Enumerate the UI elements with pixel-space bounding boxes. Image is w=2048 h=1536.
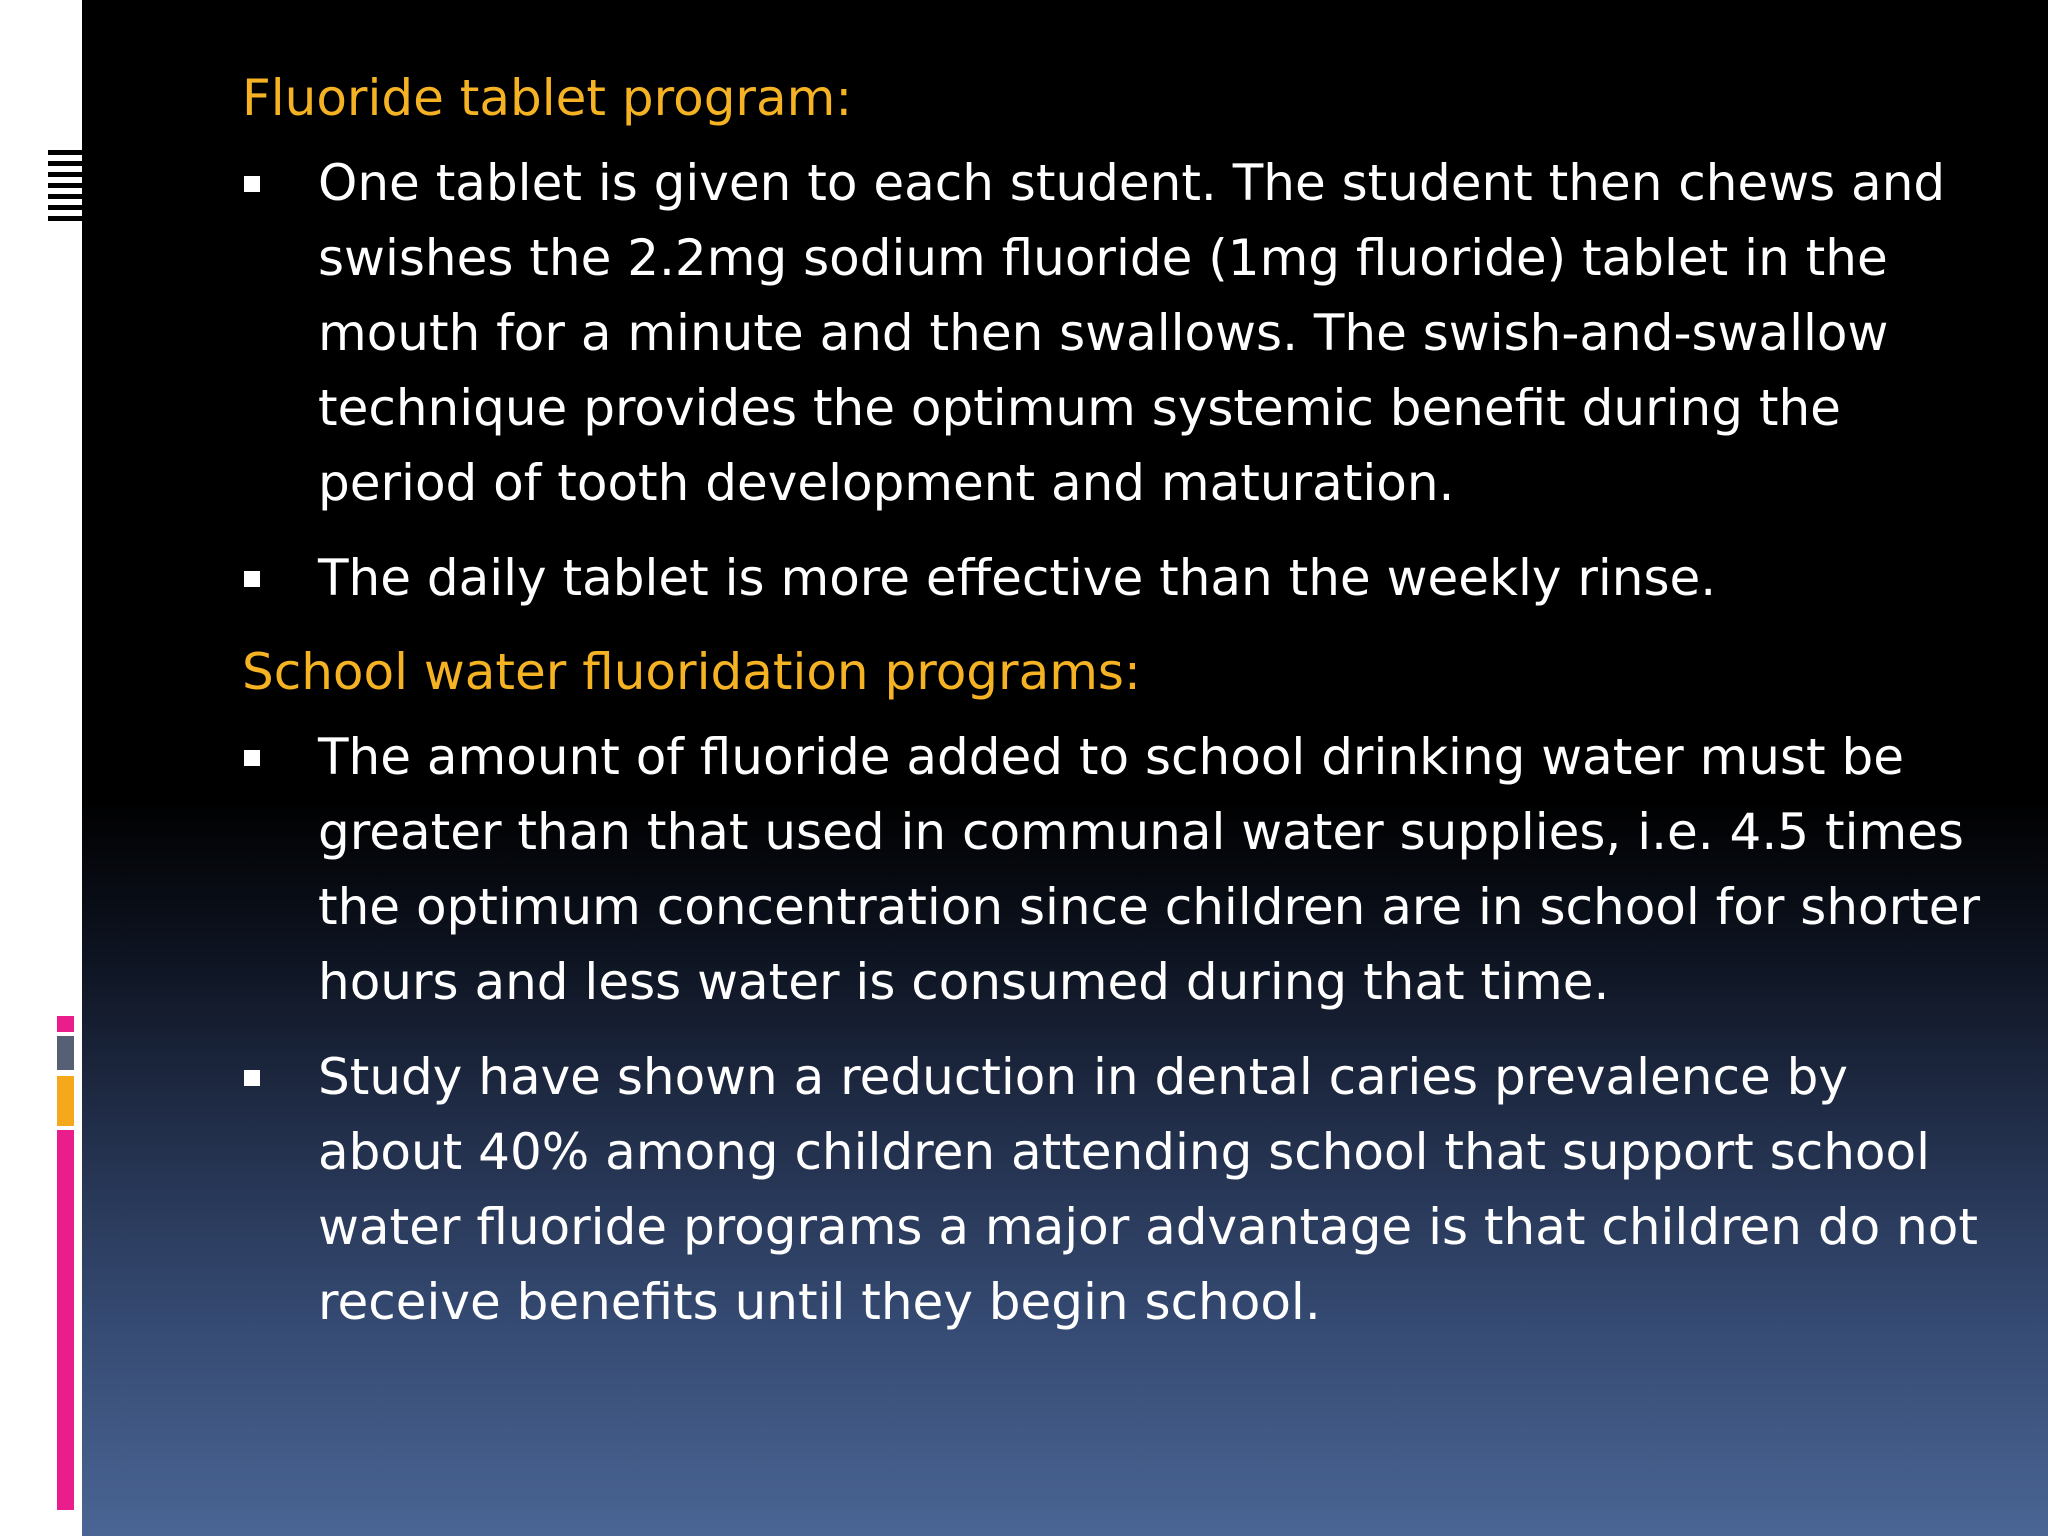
pink-accent-bar-small — [57, 1016, 74, 1032]
bullet-text: One tablet is given to each student. The student then chews and swishes the 2.2mg sodium fluoride (1mg fluoride) tablet in the mouth for a minute and then swallows. The swish-and-swallow technique provides the optimum systemic benefit during the period of tooth development and maturation. — [318, 154, 1946, 512]
bullet-text: The amount of fluoride added to school drinking water must be greater than that used in communal water supplies, i.e. 4.5 times the optimum concentration since children are in school for shorter hours and less water is consumed during that time. — [318, 728, 1981, 1011]
square-bullet-icon — [244, 1070, 260, 1086]
pink-accent-bar-long — [57, 1130, 74, 1510]
stripes-decoration — [48, 150, 82, 236]
list-item — [242, 146, 2002, 521]
square-bullet-icon — [244, 571, 260, 587]
bullet-text: The daily tablet is more effective than the weekly rinse. — [318, 549, 1717, 607]
list-item — [242, 720, 2002, 1020]
section-heading-school-water: School water fluoridation programs: — [242, 643, 1141, 701]
list-item — [242, 1040, 2002, 1340]
orange-accent-bar — [57, 1076, 74, 1126]
square-bullet-icon — [244, 176, 260, 192]
bullet-text: Study have shown a reduction in dental caries prevalence by about 40% among children attending school that support school water fluoride programs a major advantage is that children do not receive benefits until they begin school. — [318, 1048, 1978, 1331]
list-item — [242, 541, 2002, 616]
slide-content — [242, 62, 2002, 1360]
left-decoration-strip — [0, 0, 82, 1536]
square-bullet-icon — [244, 750, 260, 766]
bullet-list-fluoride-tablet — [242, 146, 2002, 616]
bullet-list-school-water — [242, 720, 2002, 1340]
slide-body — [82, 0, 2048, 1536]
section-heading-fluoride-tablet: Fluoride tablet program: — [242, 69, 853, 127]
grey-accent-bar — [57, 1036, 74, 1070]
